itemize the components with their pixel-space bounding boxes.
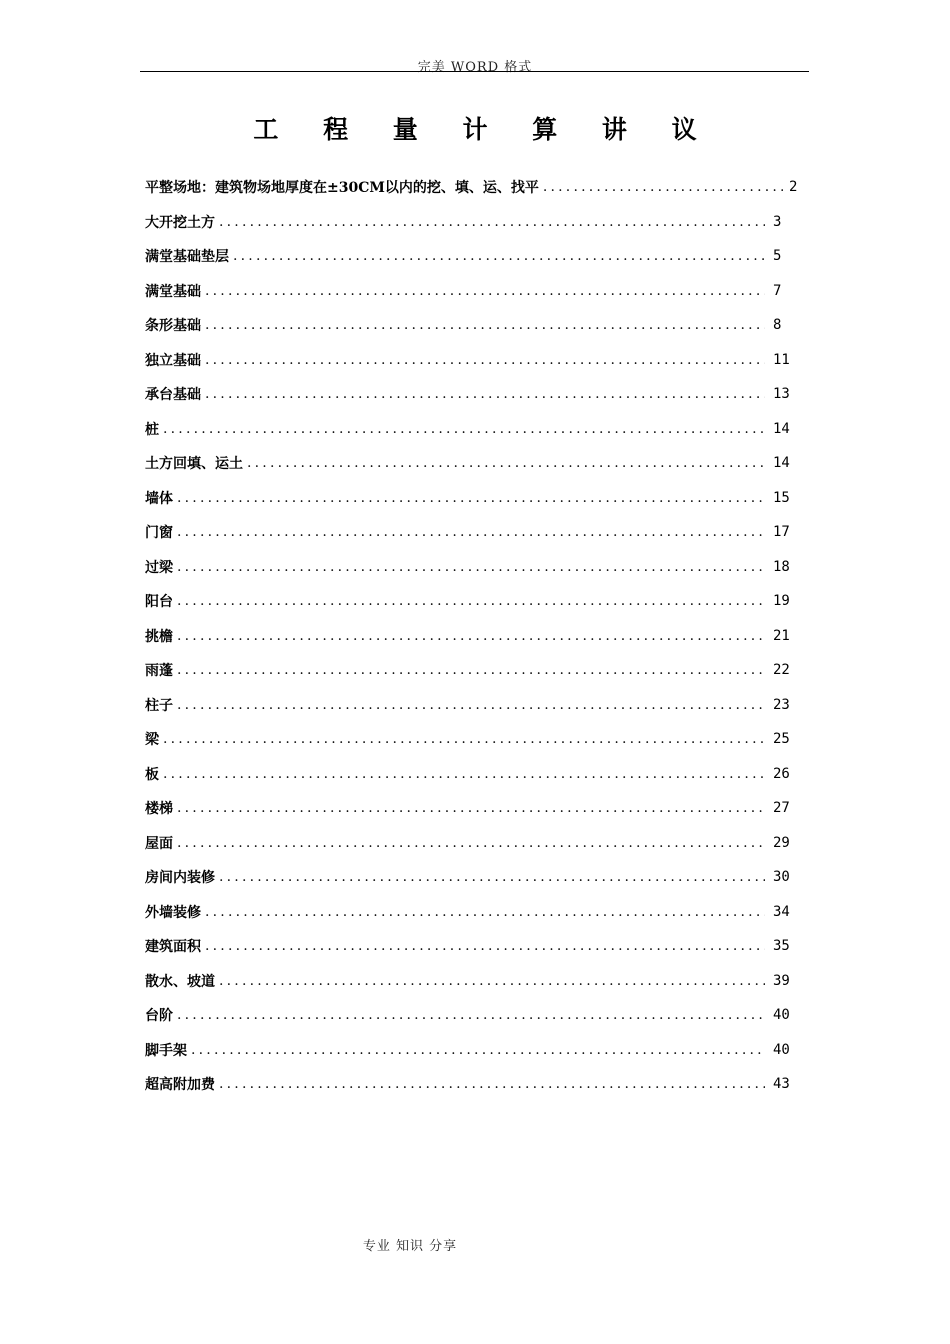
toc-entry[interactable]	[145, 343, 805, 378]
toc-entry[interactable]	[145, 722, 805, 757]
toc-entry-page: 39	[773, 972, 790, 989]
toc-entry-page: 26	[773, 765, 790, 782]
toc-entry[interactable]	[145, 515, 805, 550]
toc-dot-leader	[205, 904, 765, 920]
toc-entry-page: 34	[773, 903, 790, 920]
toc-entry-page: 35	[773, 938, 790, 955]
toc-entry-page: 5	[773, 248, 782, 265]
toc-entry-label: 承台基础	[145, 387, 201, 404]
toc-entry-label: 脚手架	[145, 1042, 187, 1059]
toc-entry-page: 30	[773, 869, 790, 886]
toc-entry-label: 柱子	[145, 697, 173, 714]
toc-entry-label: 土方回填、运土	[145, 456, 243, 473]
toc-entry[interactable]	[145, 653, 805, 688]
toc-entry-page: 18	[773, 558, 790, 575]
table-of-contents	[145, 170, 805, 1102]
toc-entry-label: 平整场地：建筑物场地厚度在±30CM以内的挖、填、运、找平	[145, 180, 539, 197]
toc-entry-page: 25	[773, 731, 790, 748]
toc-entry-page: 14	[773, 455, 790, 472]
toc-dot-leader	[205, 938, 765, 954]
toc-entry[interactable]	[145, 412, 805, 447]
toc-entry[interactable]	[145, 170, 805, 205]
toc-entry-label: 门窗	[145, 525, 173, 542]
toc-entry-label: 条形基础	[145, 318, 201, 335]
toc-entry-page: 3	[773, 213, 782, 230]
toc-dot-leader	[177, 697, 765, 713]
toc-entry[interactable]	[145, 688, 805, 723]
toc-dot-leader	[177, 490, 765, 506]
toc-entry[interactable]	[145, 308, 805, 343]
toc-entry-page: 23	[773, 696, 790, 713]
toc-entry-page: 8	[773, 317, 782, 334]
toc-dot-leader	[163, 731, 765, 747]
toc-entry-page: 43	[773, 1076, 790, 1093]
toc-entry-page: 7	[773, 282, 782, 299]
document-title: 工 程 量 计 算 讲 议	[253, 115, 715, 144]
toc-entry[interactable]	[145, 826, 805, 861]
toc-dot-leader	[247, 455, 765, 471]
toc-entry[interactable]	[145, 1033, 805, 1068]
header-divider	[140, 71, 809, 72]
toc-dot-leader	[177, 662, 765, 678]
toc-entry-page: 2	[789, 179, 798, 196]
toc-entry[interactable]	[145, 481, 805, 516]
toc-entry[interactable]	[145, 550, 805, 585]
toc-entry-label: 独立基础	[145, 352, 201, 369]
toc-entry[interactable]	[145, 1067, 805, 1102]
page-footer: 专业 知识 分享	[362, 1239, 458, 1254]
toc-entry-page: 40	[773, 1041, 790, 1058]
toc-entry-label: 雨蓬	[145, 663, 173, 680]
toc-entry-label: 楼梯	[145, 801, 173, 818]
toc-entry-label: 挑檐	[145, 628, 173, 645]
toc-entry-page: 15	[773, 489, 790, 506]
toc-dot-leader	[177, 559, 765, 575]
toc-dot-leader	[177, 1007, 765, 1023]
toc-dot-leader	[205, 352, 765, 368]
toc-entry-page: 13	[773, 386, 790, 403]
toc-entry-label: 屋面	[145, 835, 173, 852]
toc-entry-label: 桩	[145, 421, 159, 438]
toc-entry-page: 22	[773, 662, 790, 679]
toc-entry-label: 墙体	[145, 490, 173, 507]
toc-dot-leader	[191, 1042, 765, 1058]
toc-entry-label: 大开挖土方	[145, 214, 215, 231]
toc-dot-leader	[219, 869, 765, 885]
toc-entry-label: 满堂基础垫层	[145, 249, 229, 266]
toc-dot-leader	[205, 317, 765, 333]
toc-entry-page: 21	[773, 627, 790, 644]
toc-dot-leader	[177, 524, 765, 540]
toc-entry-page: 17	[773, 524, 790, 541]
toc-entry[interactable]	[145, 964, 805, 999]
toc-entry-label: 满堂基础	[145, 283, 201, 300]
toc-entry-label: 建筑面积	[145, 939, 201, 956]
toc-entry-page: 40	[773, 1007, 790, 1024]
toc-entry[interactable]	[145, 895, 805, 930]
toc-entry[interactable]	[145, 584, 805, 619]
toc-entry-label: 台阶	[145, 1008, 173, 1025]
toc-dot-leader	[219, 214, 765, 230]
toc-entry[interactable]	[145, 205, 805, 240]
toc-entry-label: 阳台	[145, 594, 173, 611]
toc-entry[interactable]	[145, 860, 805, 895]
toc-dot-leader	[205, 283, 765, 299]
toc-entry[interactable]	[145, 377, 805, 412]
toc-dot-leader	[163, 421, 765, 437]
toc-entry[interactable]	[145, 998, 805, 1033]
toc-entry[interactable]	[145, 619, 805, 654]
toc-dot-leader	[177, 593, 765, 609]
toc-entry-label: 过梁	[145, 559, 173, 576]
toc-entry-page: 19	[773, 593, 790, 610]
toc-entry[interactable]	[145, 239, 805, 274]
toc-entry-label: 板	[145, 766, 159, 783]
toc-dot-leader	[177, 835, 765, 851]
toc-dot-leader	[205, 386, 765, 402]
toc-dot-leader	[219, 973, 765, 989]
page-header: 完美 WORD 格式	[417, 60, 533, 75]
toc-entry-label: 梁	[145, 732, 159, 749]
toc-dot-leader	[219, 1076, 765, 1092]
toc-entry-label: 散水、坡道	[145, 973, 215, 990]
toc-entry[interactable]	[145, 274, 805, 309]
toc-entry-label: 房间内装修	[145, 870, 215, 887]
toc-entry-page: 14	[773, 420, 790, 437]
toc-entry[interactable]	[145, 929, 805, 964]
toc-dot-leader	[233, 248, 765, 264]
toc-dot-leader	[543, 179, 783, 195]
toc-entry-page: 27	[773, 800, 790, 817]
toc-dot-leader	[177, 800, 765, 816]
toc-entry[interactable]	[145, 446, 805, 481]
toc-dot-leader	[163, 766, 765, 782]
toc-entry-label: 外墙装修	[145, 904, 201, 921]
toc-entry-page: 29	[773, 834, 790, 851]
toc-entry-label: 超高附加费	[145, 1077, 215, 1094]
toc-entry[interactable]	[145, 757, 805, 792]
toc-entry[interactable]	[145, 791, 805, 826]
toc-dot-leader	[177, 628, 765, 644]
toc-entry-page: 11	[773, 351, 790, 368]
